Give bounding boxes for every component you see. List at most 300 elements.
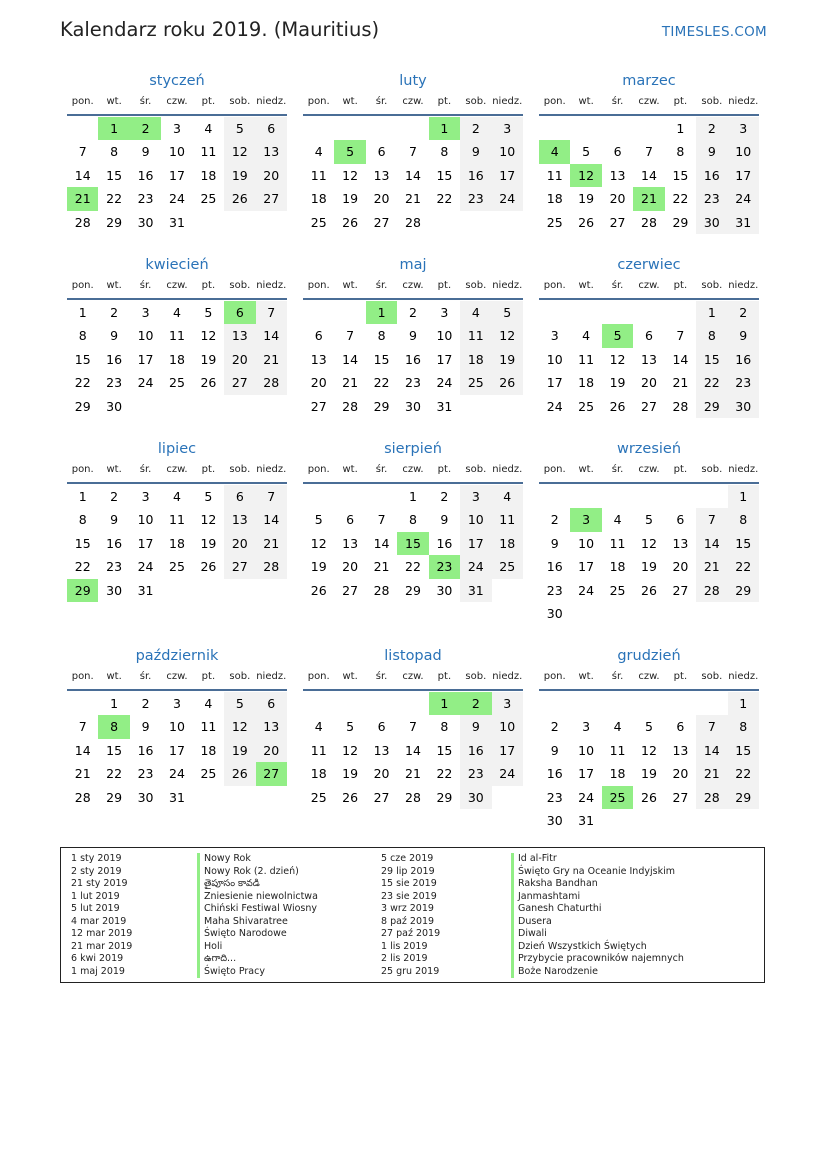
empty-cell [570, 117, 601, 140]
day-grid [67, 485, 287, 602]
day-cell: 3 [173, 696, 181, 711]
day-cell: 10 [137, 328, 154, 344]
day-cell: 9 [460, 140, 491, 163]
day-cell: 18 [169, 535, 185, 551]
weekday-label: wt. [342, 280, 358, 291]
day-grid [539, 301, 759, 418]
holiday-name: Święto Narodowe [197, 928, 318, 941]
day-cell: 8 [377, 328, 386, 344]
empty-cell [67, 692, 98, 715]
day-cell: 8 [78, 328, 87, 344]
day-cell: 4 [492, 485, 523, 508]
day-cell: 24 [169, 766, 185, 782]
day-cell: 21 [342, 375, 359, 391]
day-cell: 31 [728, 211, 759, 234]
day-cell: 26 [641, 582, 657, 598]
day-cell: 7 [409, 144, 417, 160]
holiday-name: Dzień Wszystkich Świętych [511, 941, 684, 954]
empty-cell [397, 117, 428, 140]
day-cell: 18 [200, 167, 217, 183]
day-cell: 16 [546, 559, 563, 575]
day-cell: 30 [106, 398, 123, 414]
month-block [67, 647, 287, 809]
weekday-label: sob. [465, 96, 487, 107]
day-cell: 2 [141, 696, 150, 711]
weekday-label: czw. [166, 671, 188, 682]
weekday-header [303, 278, 523, 300]
holiday-date: 1 maj 2019 [71, 965, 125, 977]
month-name: wrzesień [616, 441, 682, 457]
holiday-day-cell: 1 [429, 692, 460, 715]
day-cell: 19 [310, 559, 327, 575]
day-cell: 31 [169, 214, 185, 230]
weekday-label: wt. [106, 464, 122, 475]
day-cell: 19 [224, 164, 255, 187]
day-cell: 15 [74, 351, 91, 367]
day-cell: 22 [74, 375, 91, 391]
weekday-label: wt. [106, 280, 122, 291]
holiday-name: Zniesienie niewolnictwa [197, 891, 318, 904]
weekday-label: wt. [342, 671, 358, 682]
day-cell: 5 [224, 117, 255, 140]
day-cell: 7 [78, 719, 87, 735]
day-cell: 10 [578, 742, 595, 758]
day-grid [539, 117, 759, 234]
day-cell: 27 [672, 789, 689, 805]
day-cell: 27 [672, 582, 689, 598]
day-cell: 5 [645, 719, 653, 735]
day-cell: 8 [728, 715, 759, 738]
day-cell: 29 [672, 214, 689, 230]
day-cell: 19 [342, 766, 359, 782]
month-block [539, 72, 759, 234]
day-cell: 1 [409, 489, 417, 504]
empty-cell [602, 692, 633, 715]
day-cell: 24 [728, 187, 759, 210]
empty-cell [334, 117, 365, 140]
day-cell: 4 [582, 328, 591, 344]
day-cell: 22 [728, 762, 759, 785]
holiday-name: Janmashtami [511, 891, 684, 904]
weekday-label: sob. [465, 671, 487, 682]
day-cell: 17 [169, 167, 185, 183]
month-name: kwiecień [145, 257, 209, 273]
holiday-date: 2 lis 2019 [381, 953, 428, 964]
day-cell: 8 [676, 144, 685, 160]
weekday-label: pt. [201, 96, 216, 107]
holiday-name: Holi [197, 941, 318, 954]
day-cell: 8 [440, 719, 449, 735]
day-cell: 15 [436, 167, 453, 183]
holiday-day-cell: 2 [130, 117, 161, 140]
holiday-name: Nowy Rok (2. dzień) [197, 866, 318, 879]
weekday-label: pon. [71, 464, 94, 475]
day-cell: 29 [436, 789, 453, 805]
empty-cell [67, 117, 98, 140]
holiday-day-cell: 4 [539, 140, 570, 163]
weekday-header [67, 278, 287, 300]
day-cell: 10 [137, 512, 154, 528]
day-cell: 22 [696, 371, 727, 394]
day-cell: 12 [342, 742, 359, 758]
day-cell: 18 [578, 375, 595, 391]
holiday-date: 25 gru 2019 [381, 965, 440, 977]
day-cell: 10 [460, 508, 491, 531]
weekday-label: śr. [375, 464, 388, 475]
empty-cell [633, 117, 664, 140]
holiday-date: 12 mar 2019 [71, 928, 133, 939]
weekday-label: pt. [437, 280, 452, 291]
day-cell: 12 [492, 324, 523, 347]
month-name: sierpień [384, 441, 442, 457]
day-cell: 30 [546, 605, 563, 621]
day-cell: 19 [578, 191, 595, 207]
day-cell: 24 [578, 582, 595, 598]
weekday-label: pt. [201, 671, 216, 682]
day-cell: 4 [613, 719, 622, 735]
day-cell: 12 [224, 715, 255, 738]
day-cell: 25 [460, 371, 491, 394]
day-cell: 14 [256, 324, 287, 347]
day-cell: 1 [110, 696, 119, 711]
day-cell: 16 [405, 351, 421, 367]
day-cell: 28 [342, 398, 359, 414]
day-cell: 6 [676, 719, 685, 735]
weekday-label: czw. [402, 280, 424, 291]
day-cell: 19 [200, 351, 217, 367]
day-cell: 26 [578, 214, 595, 230]
day-cell: 29 [74, 398, 91, 414]
empty-cell [334, 692, 365, 715]
day-cell: 21 [256, 532, 287, 555]
day-cell: 10 [492, 715, 523, 738]
holiday-dates-right [381, 853, 440, 978]
weekday-label: sob. [229, 96, 251, 107]
day-cell: 9 [696, 140, 727, 163]
day-cell: 1 [78, 489, 87, 504]
day-cell: 23 [137, 191, 154, 207]
day-cell: 21 [74, 766, 91, 782]
day-cell: 23 [106, 375, 123, 391]
day-cell: 11 [578, 351, 595, 367]
weekday-label: niedz. [492, 464, 523, 475]
weekday-header [67, 94, 287, 116]
holiday-names-right [511, 853, 684, 978]
month-block [539, 256, 759, 418]
day-cell: 2 [550, 719, 559, 735]
day-cell: 20 [672, 766, 689, 782]
month-name: maj [399, 257, 427, 273]
weekday-label: pon. [71, 280, 94, 291]
day-cell: 21 [672, 375, 689, 391]
day-cell: 15 [373, 351, 390, 367]
day-cell: 7 [256, 485, 287, 508]
weekday-header [539, 669, 759, 691]
holiday-day-cell: 27 [256, 762, 287, 785]
day-cell: 13 [224, 324, 255, 347]
day-cell: 25 [169, 375, 185, 391]
empty-cell [303, 117, 334, 140]
day-cell: 3 [460, 485, 491, 508]
day-cell: 2 [460, 117, 491, 140]
holiday-name: తైపూసం కావడి [197, 878, 318, 891]
holiday-date: 21 mar 2019 [71, 940, 133, 952]
day-cell: 13 [342, 535, 359, 551]
day-cell: 12 [342, 167, 359, 183]
empty-cell [665, 692, 696, 715]
month-name: styczeń [149, 73, 205, 89]
day-grid [303, 301, 523, 418]
day-cell: 16 [460, 164, 491, 187]
day-cell: 22 [405, 559, 421, 575]
day-cell: 6 [613, 144, 622, 160]
weekday-label: sob. [229, 464, 251, 475]
day-cell: 14 [373, 535, 390, 551]
day-cell: 16 [696, 164, 727, 187]
empty-cell [303, 485, 334, 508]
day-cell: 7 [696, 508, 727, 531]
month-name: grudzień [617, 648, 681, 664]
month-block [67, 440, 287, 602]
weekday-label: czw. [638, 671, 660, 682]
day-cell: 24 [578, 789, 595, 805]
weekday-label: sob. [229, 280, 251, 291]
day-cell: 20 [373, 191, 390, 207]
weekday-label: śr. [375, 280, 388, 291]
day-cell: 8 [696, 324, 727, 347]
day-cell: 17 [578, 766, 595, 782]
day-cell: 24 [492, 762, 523, 785]
day-cell: 7 [78, 144, 87, 160]
weekday-label: sob. [701, 280, 723, 291]
empty-cell [602, 301, 633, 324]
month-block [303, 647, 523, 809]
month-name: luty [399, 73, 427, 89]
holiday-name: Chiński Festiwal Wiosny [197, 903, 318, 916]
empty-cell [334, 301, 365, 324]
day-cell: 20 [224, 348, 255, 371]
day-cell: 4 [204, 121, 213, 136]
day-cell: 4 [460, 301, 491, 324]
holiday-name: Diwali [511, 928, 684, 941]
day-cell: 27 [224, 371, 255, 394]
day-cell: 5 [346, 719, 355, 735]
day-cell: 26 [200, 559, 217, 575]
day-cell: 19 [224, 739, 255, 762]
day-cell: 5 [492, 301, 523, 324]
day-cell: 7 [256, 301, 287, 324]
day-cell: 19 [200, 535, 217, 551]
day-cell: 2 [110, 489, 119, 504]
day-cell: 29 [405, 582, 421, 598]
day-cell: 16 [436, 535, 453, 551]
holiday-name: Święto Gry na Oceanie Indyjskim [511, 866, 684, 879]
weekday-label: czw. [402, 96, 424, 107]
day-cell: 21 [373, 559, 390, 575]
weekday-label: śr. [139, 671, 152, 682]
day-cell: 14 [405, 167, 421, 183]
day-cell: 19 [641, 766, 657, 782]
day-cell: 17 [137, 535, 154, 551]
holiday-date: 8 paź 2019 [381, 915, 435, 927]
day-cell: 26 [224, 187, 255, 210]
day-cell: 24 [137, 559, 154, 575]
weekday-label: czw. [402, 671, 424, 682]
day-cell: 30 [405, 398, 421, 414]
weekday-label: wt. [342, 96, 358, 107]
weekday-label: śr. [375, 96, 388, 107]
day-cell: 5 [645, 512, 653, 528]
weekday-label: czw. [166, 280, 188, 291]
weekday-label: pon. [307, 96, 330, 107]
weekday-label: pt. [673, 464, 688, 475]
weekday-label: niedz. [256, 464, 287, 475]
day-cell: 21 [405, 766, 421, 782]
day-cell: 6 [314, 328, 323, 344]
day-cell: 16 [106, 351, 123, 367]
weekday-label: wt. [578, 671, 594, 682]
weekday-label: pon. [71, 96, 94, 107]
day-cell: 11 [169, 328, 185, 344]
holiday-name: Raksha Bandhan [511, 878, 684, 891]
day-grid [67, 301, 287, 418]
day-cell: 25 [310, 214, 327, 230]
weekday-label: czw. [166, 464, 188, 475]
day-cell: 16 [546, 766, 563, 782]
day-cell: 28 [641, 214, 657, 230]
day-cell: 11 [169, 512, 185, 528]
day-cell: 27 [641, 398, 657, 414]
day-cell: 18 [492, 532, 523, 555]
day-cell: 19 [641, 559, 657, 575]
day-cell: 30 [436, 582, 453, 598]
day-cell: 17 [728, 164, 759, 187]
day-cell: 9 [141, 144, 150, 160]
day-cell: 30 [546, 812, 563, 828]
day-cell: 6 [377, 144, 386, 160]
empty-cell [633, 692, 664, 715]
day-cell: 14 [74, 167, 91, 183]
weekday-label: niedz. [728, 464, 759, 475]
weekday-label: pt. [673, 671, 688, 682]
day-cell: 18 [609, 559, 626, 575]
day-cell: 14 [405, 742, 421, 758]
day-cell: 11 [460, 324, 491, 347]
weekday-label: sob. [465, 280, 487, 291]
day-cell: 29 [696, 395, 727, 418]
day-cell: 6 [224, 485, 255, 508]
day-cell: 18 [200, 742, 217, 758]
day-cell: 5 [224, 692, 255, 715]
day-cell: 30 [460, 786, 491, 809]
weekday-label: niedz. [492, 96, 523, 107]
holiday-name: ఉగాది... [197, 953, 318, 966]
weekday-label: czw. [638, 280, 660, 291]
day-cell: 20 [224, 532, 255, 555]
weekday-label: pon. [71, 671, 94, 682]
day-cell: 24 [169, 191, 185, 207]
day-cell: 22 [373, 375, 390, 391]
weekday-header [303, 94, 523, 116]
empty-cell [570, 485, 601, 508]
day-cell: 28 [74, 214, 91, 230]
day-cell: 9 [550, 535, 559, 551]
day-cell: 13 [609, 167, 626, 183]
day-cell: 9 [440, 512, 449, 528]
day-cell: 13 [310, 351, 327, 367]
brand-link[interactable]: TIMESLES.COM [661, 24, 767, 40]
day-cell: 18 [460, 348, 491, 371]
holiday-day-cell: 12 [570, 164, 601, 187]
weekday-label: śr. [139, 280, 152, 291]
day-cell: 9 [550, 742, 559, 758]
day-cell: 26 [492, 371, 523, 394]
day-cell: 20 [672, 559, 689, 575]
empty-cell [696, 485, 727, 508]
day-cell: 26 [609, 398, 626, 414]
day-cell: 9 [409, 328, 417, 344]
day-cell: 3 [492, 692, 523, 715]
day-cell: 4 [314, 719, 323, 735]
weekday-label: pon. [543, 280, 566, 291]
holiday-day-cell: 25 [602, 786, 633, 809]
holiday-date: 29 lip 2019 [381, 865, 435, 877]
day-cell: 20 [310, 375, 327, 391]
day-cell: 23 [546, 582, 563, 598]
day-cell: 2 [728, 301, 759, 324]
day-cell: 26 [224, 762, 255, 785]
day-cell: 26 [342, 214, 359, 230]
day-cell: 28 [74, 789, 91, 805]
holiday-name: Dusera [511, 916, 684, 929]
day-grid [303, 117, 523, 234]
weekday-label: pt. [673, 280, 688, 291]
holiday-day-cell: 1 [366, 301, 397, 324]
day-cell: 22 [728, 555, 759, 578]
empty-cell [539, 301, 570, 324]
weekday-label: wt. [106, 671, 122, 682]
month-name: listopad [384, 648, 442, 664]
day-cell: 8 [440, 144, 449, 160]
weekday-label: pt. [201, 280, 216, 291]
day-cell: 31 [460, 579, 491, 602]
empty-cell [633, 301, 664, 324]
day-cell: 19 [492, 348, 523, 371]
empty-cell [397, 692, 428, 715]
day-cell: 22 [106, 191, 123, 207]
day-cell: 11 [609, 535, 626, 551]
day-cell: 12 [641, 535, 657, 551]
holiday-day-cell: 23 [429, 555, 460, 578]
day-cell: 28 [256, 555, 287, 578]
day-cell: 25 [200, 766, 217, 782]
weekday-label: niedz. [728, 280, 759, 291]
day-cell: 25 [492, 555, 523, 578]
day-cell: 29 [728, 579, 759, 602]
day-cell: 2 [409, 305, 417, 320]
day-cell: 6 [645, 328, 653, 344]
day-cell: 14 [672, 351, 689, 367]
day-cell: 4 [613, 512, 622, 528]
holiday-name: Przybycie pracowników najemnych [511, 953, 684, 966]
day-cell: 4 [314, 144, 323, 160]
day-cell: 23 [460, 187, 491, 210]
day-cell: 6 [256, 117, 287, 140]
holiday-date: 4 mar 2019 [71, 915, 127, 927]
weekday-header [303, 462, 523, 484]
weekday-label: niedz. [256, 96, 287, 107]
weekday-header [67, 669, 287, 691]
